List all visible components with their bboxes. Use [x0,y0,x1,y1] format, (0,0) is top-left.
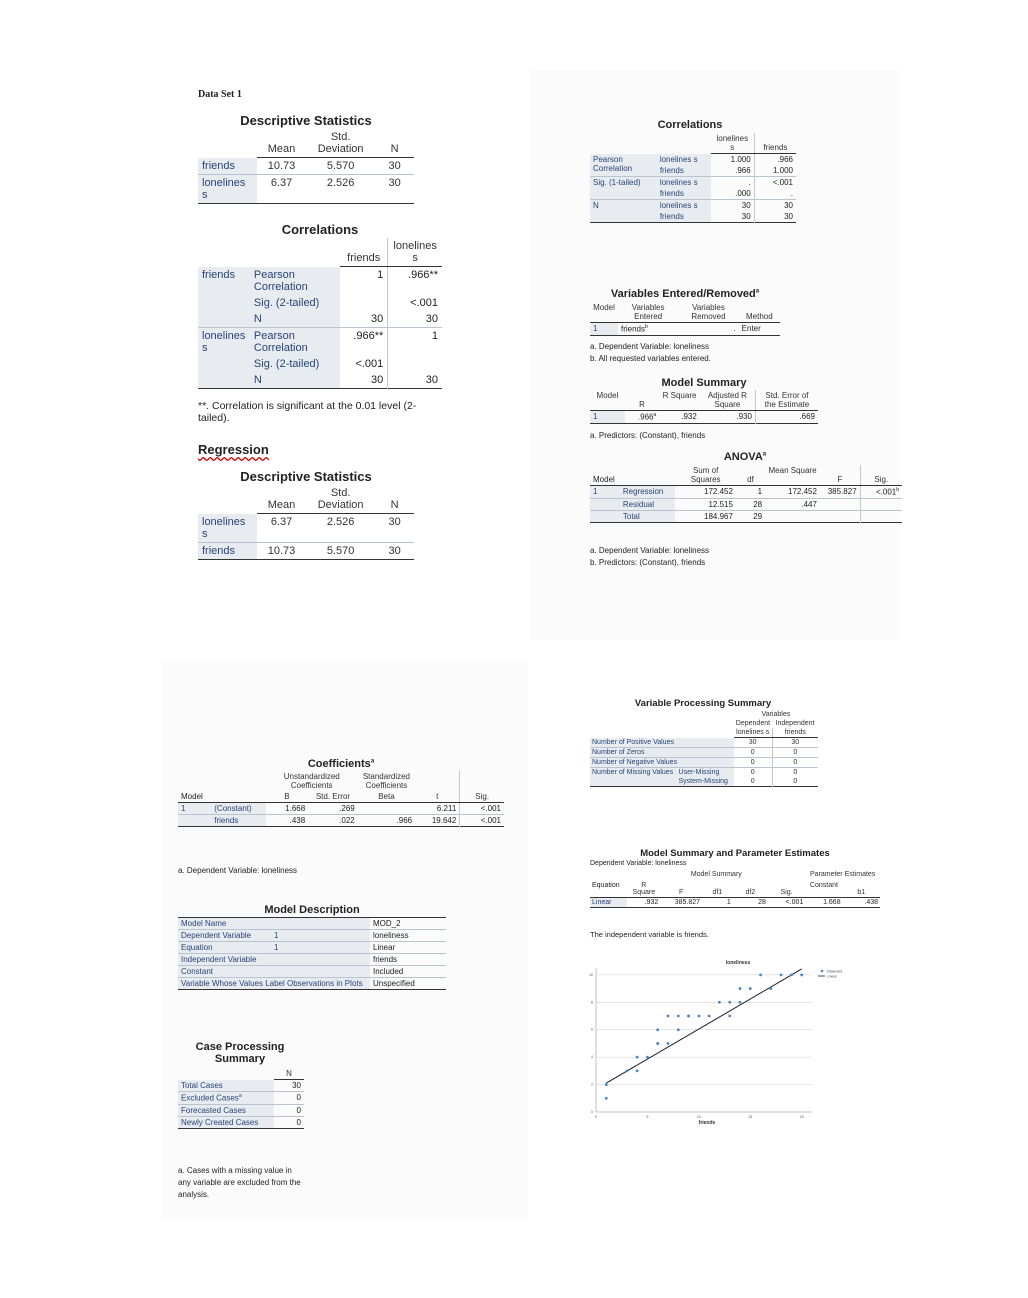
row-model: 1 [590,411,625,424]
cell: 184.967 [704,511,733,521]
col-friends: friends [772,728,818,738]
cell: .932 [644,899,659,906]
row-sub: System-Missing [677,777,734,787]
col-model: Model [590,302,618,323]
row-label: Constant [178,966,274,978]
col-model-summary: Model Summary [690,871,742,878]
cell: 30 [388,160,401,172]
col-parameter-estimates: Parameter Estimates [809,871,876,878]
row-label: Number of Positive Values [590,738,734,748]
desc1-title: Descriptive Statistics [240,113,372,128]
chart-title: loneliness [725,960,751,966]
chart-x-label: friends [698,1120,716,1126]
cell: <.001 [460,803,504,815]
y-tick-label: 2 [591,1082,593,1087]
cell: 30 [748,739,757,746]
sig-value: <.001 [875,487,897,497]
anova-title [590,451,900,463]
row-linear: Linear [590,898,627,908]
data-point [739,1001,742,1004]
data-point [605,1083,608,1086]
cell: .932 [681,412,697,421]
col-model: Model [590,465,620,486]
row-label: Model Name [178,918,274,930]
data-point [625,1069,628,1072]
row-sig: Sig. (1-tailed) [590,177,657,200]
cell: .966 [735,166,751,175]
cell [765,510,820,522]
data-point [739,987,742,990]
cell: 2.526 [326,516,355,528]
cell: 0 [772,768,818,778]
cell: . [754,188,796,200]
col-adjusted: Adjusted R Square [700,390,756,411]
col-r-square: R Square [627,881,660,898]
col-t: t [415,791,460,803]
cell: Included [373,967,404,976]
cell: 30 [754,200,796,212]
col-n: N [375,129,414,158]
data-point [718,1001,721,1004]
cell: .966 [754,154,796,166]
col-beta: Beta [358,791,415,803]
data-point [677,1028,680,1031]
row-sub: 1 [274,930,370,942]
row-model: 1 [178,803,211,815]
cell: 0 [296,1105,301,1115]
row-loneliness: lonelines s [657,200,711,212]
cell: 0 [750,769,755,776]
cell: 1 [388,327,442,356]
cell: 30 [388,516,401,528]
chart-points [605,973,803,1099]
data-point [759,973,762,976]
corr2-title: Correlations [657,119,723,131]
cell: <.001 [355,357,384,370]
ver-title [590,288,780,300]
x-tick-label: 5 [646,1115,649,1119]
ver-note-a: a. Dependent Variable: loneliness [590,342,710,351]
cell: 30 [741,212,751,221]
cell: .447 [801,499,817,509]
data-point [636,1069,639,1072]
row-sub: 1 [274,942,370,954]
cell: .966** [388,267,442,295]
cell: 0 [772,758,818,768]
cell: 385.827 [827,487,857,496]
cell: .438 [289,816,306,825]
col-r: R [625,390,659,411]
cell [860,498,902,510]
desc2-title: Descriptive Statistics [240,469,372,484]
cell: 30 [371,312,384,325]
cell: 0 [750,759,755,766]
row-label: Variable Whose Values Label Observations in Plots [178,978,370,990]
col-std-deviation: Std. Deviation [306,129,375,158]
data-point [769,987,772,990]
row-residual: Residual [620,498,675,510]
coef-title-sup: a [370,758,375,765]
row-sig: Sig. (2-tailed) [250,295,340,311]
mdesc-table [178,917,446,990]
anova-note-a: a. Dependent Variable: loneliness [590,546,710,555]
cell: 1 [377,269,384,281]
cell: Enter [741,324,761,333]
cell-entered [618,323,678,336]
col-removed: Variables Removed [678,302,738,323]
scatter-chart [588,952,888,1132]
row-label: Number of Negative Values [590,758,734,768]
col-b: B [266,791,308,803]
data-point [780,973,783,976]
row-friends: friends [657,165,711,177]
row-label: Independent Variable [178,954,274,966]
coef-table [178,771,504,827]
cell: .669 [755,411,818,424]
row-total: Total [620,510,675,522]
excluded-text: Excluded Cases [181,1093,239,1103]
cell: 1 [726,899,731,906]
data-point [667,1042,670,1045]
col-n: N [274,1068,304,1080]
cell: <.001 [785,899,804,906]
data-point [636,1056,639,1059]
row-n: N [590,200,657,223]
row-sub [274,954,370,966]
chart-axes [596,968,812,1112]
col-independent: Independent [775,720,815,727]
data-point [749,987,752,990]
row-pearson: Pearson Correlation [250,327,340,356]
cell: 0 [750,749,755,756]
row-label-excluded [178,1092,274,1105]
cell: 0 [750,778,755,785]
row-model: 1 [590,486,620,499]
anova-note-b: b. Predictors: (Constant), friends [590,558,706,567]
col-method: Method [739,302,780,323]
cell: . [748,178,751,187]
cell: 30 [371,373,384,386]
chart-grid [596,975,812,1112]
col-df: df [736,465,765,486]
col-loneliness: lonelines s [711,133,754,154]
col-mean-square: Mean Square [765,465,820,486]
col-constant: Constant [805,881,842,898]
col-std-deviation: Std. Deviation [306,485,375,514]
cell: 1.000 [730,155,751,164]
row-label: Total Cases [178,1080,274,1092]
row-n: N [250,372,340,389]
col-mean: Mean [257,129,306,158]
row-n: N [250,311,340,328]
col-model: Model [178,791,211,803]
cell: 30 [754,211,796,223]
data-point [605,1097,608,1100]
cell: .966 [396,816,413,825]
row-label: lonelines s [198,175,257,204]
row-label: lonelines s [198,514,257,543]
chart-fit-line [606,969,801,1083]
col-standardized: Standardized Coefficients [362,772,410,790]
cell [358,803,415,815]
col-dependent: Dependent [735,720,771,727]
col-df1: df1 [702,881,733,898]
row-sub: User-Missing [677,768,734,778]
vps-table [590,710,818,787]
x-tick-label: 10 [696,1115,701,1119]
cell: 19.642 [431,816,457,825]
ver-note-b: b. All requested variables entered. [590,354,711,363]
col-equation: Equation [590,881,627,898]
row-friends: friends [657,188,711,200]
cell: .966** [353,329,384,342]
row-label: friends [198,542,257,559]
cell: friends [373,955,398,964]
row-label: Equation [178,942,274,954]
col-sig: Sig. [768,881,805,898]
col-friends: friends [754,133,796,154]
dataset-title: Data Set 1 [198,89,242,100]
row-loneliness: lonelines s [657,177,711,189]
row-label: Forecasted Cases [178,1104,274,1116]
legend-observed-label: Observed [827,969,843,974]
row-label: Dependent Variable [178,930,274,942]
col-n: N [375,485,414,514]
cell: . [733,324,736,333]
cell: .930 [736,412,752,421]
col-r-square: R Square [659,390,700,411]
row-friends: friends [657,211,711,223]
cell: 1.668 [823,899,841,906]
cell: MOD_2 [373,919,401,928]
corr2-table [590,133,796,223]
row-loneliness: lonelines s [657,154,711,166]
vps-title: Variable Processing Summary [634,698,772,709]
anova-title-sup: a [762,451,767,458]
data-point [687,1015,690,1018]
cell: 0 [296,1117,301,1127]
msum-title: Model Summary [661,377,747,389]
cell: 12.515 [708,499,733,509]
mspe-table [590,870,880,908]
col-std-error: Std. Error of the Estimate [755,390,818,411]
desc1-table [198,129,414,204]
cell: .269 [339,804,355,813]
cps-note: a. Cases with a missing value in any variable are excluded from the analysis. [178,1166,301,1199]
data-point [728,1015,731,1018]
col-unstandardized: Unstandardized Coefficients [283,772,340,790]
cell: .000 [735,189,751,198]
row-constant: (Constant) [211,803,266,815]
y-tick-label: 8 [591,1000,593,1005]
cell: 5.570 [326,160,355,172]
col-mean: Mean [257,485,306,514]
msum-note: a. Predictors: (Constant), friends [590,431,706,440]
ver-title-text: Variables Entered/Removed [610,288,756,300]
excluded-sup: a [238,1093,242,1099]
cell [860,510,902,522]
mspe-note: The independent variable is friends. [590,930,709,939]
y-tick-label: 0 [591,1110,593,1114]
data-point [800,973,803,976]
anova-table [590,465,902,523]
desc2-table [198,485,414,560]
cell: 30 [388,372,442,389]
cell: 30 [388,544,401,557]
y-tick-label: 4 [591,1055,593,1060]
cell: 0 [772,748,818,758]
y-tick-label: 10 [589,972,593,977]
cell: loneliness [373,931,409,940]
data-point [646,1056,649,1059]
cell [820,510,860,522]
corr1-table [198,238,442,389]
cell: 0 [772,777,818,787]
data-point [667,1015,670,1018]
ver-table [590,302,780,336]
cell: 28 [758,899,766,906]
cell: 0 [296,1093,301,1102]
cell: Linear [373,943,396,952]
data-point [708,1015,711,1018]
row-label: Newly Created Cases [178,1116,274,1128]
coef-title [178,758,504,770]
coef-note: a. Dependent Variable: loneliness [178,866,298,875]
cell: .022 [339,816,355,825]
x-tick-label: 15 [748,1115,753,1119]
cell-r [625,411,659,424]
cell [820,498,860,510]
cell: 29 [753,511,763,521]
col-sig: Sig. [860,465,902,486]
corr1-note: **. Correlation is significant at the 0.01 level (2-tailed). [198,400,417,424]
data-point [697,1015,700,1018]
r-value: .966 [637,412,654,422]
cell: 172.452 [704,487,733,496]
row-label: Number of Missing Values [590,768,677,787]
x-tick-label: 0 [595,1115,597,1119]
cell: 1.000 [754,165,796,177]
cell: 5.570 [326,544,355,557]
cell: .438 [864,899,878,906]
cell: Unspecified [373,979,415,988]
cell: 1.668 [285,804,306,813]
row-sub [274,966,370,978]
cell: 6.37 [270,516,293,528]
data-point [728,1001,731,1004]
cell: 30 [388,177,401,189]
data-point [677,1015,680,1018]
col-std-error: Std. Error [308,791,358,803]
cps-title: Case Processing Summary [195,1041,285,1065]
cell: 30 [772,738,818,748]
col-entered: Variables Entered [618,302,678,323]
sig-sup: b [896,487,899,493]
x-tick-label: 20 [799,1115,804,1119]
mspe-title: Model Summary and Parameter Estimates [640,848,830,859]
cell: 6.211 [436,804,457,813]
cell: <.001 [388,295,442,311]
cell: 172.452 [788,487,817,496]
regression-heading: Regression [198,442,269,457]
r-sup: a [653,412,657,418]
ver-title-sup: a [755,288,760,295]
legend-observed-marker [821,970,824,973]
col-df2: df2 [733,881,768,898]
coef-title-text: Coefficients [307,758,371,770]
cell: 6.37 [270,177,293,189]
col-model: Model [590,390,625,411]
cell: 2.526 [326,177,355,189]
row-pearson: Pearson Correlation [250,267,340,295]
fit-line [606,969,801,1083]
chart-ticks [589,973,804,1119]
col-f: F [820,465,860,486]
col-b1: b1 [843,881,880,898]
anova-title-text: ANOVA [723,451,763,463]
data-point [790,973,793,976]
cell: 1 [757,487,763,496]
col-friends: friends [340,238,388,267]
row-label: Number of Zeros [590,748,734,758]
row-friends: friends [211,815,266,827]
row-pearson: Pearson Correlation [590,154,657,177]
cell: 385.827 [674,899,701,906]
col-loneliness: lonelines s [388,238,442,267]
data-point [656,1028,659,1031]
mdesc-title: Model Description [264,904,360,916]
cell: 30 [388,311,442,328]
cell: 30 [292,1081,301,1090]
cell: 10.73 [267,160,296,172]
row-label: friends [198,158,257,175]
cell: 30 [741,201,751,210]
row-friends: friends [198,267,250,295]
cell: <.001 [460,815,504,827]
mspe-subtitle: Dependent Variable: loneliness [590,860,687,867]
y-tick-label: 6 [591,1027,593,1032]
cps-table [178,1068,304,1129]
cell-sig [860,486,902,499]
col-sig: Sig. [460,791,504,803]
row-sig: Sig. (2-tailed) [250,356,340,372]
row-regression: Regression [620,486,675,499]
row-sub [274,918,370,930]
col-sum-of-squares: Sum of Squares [675,465,736,486]
row-loneliness: lonelines s [198,327,250,356]
entered-text: friends [620,324,645,334]
legend-linear-label: Linear [827,974,837,979]
data-point [656,1042,659,1045]
cell: 10.73 [267,544,296,557]
col-loneliness: lonelines s [734,728,772,738]
entered-sup: b [645,324,648,330]
msum-table [590,390,818,424]
cell: 28 [753,499,763,509]
chart-legend [818,970,842,979]
col-f: F [660,881,702,898]
corr1-title: Correlations [281,222,359,237]
col-variables: Variables [761,711,791,718]
row-model: 1 [590,323,618,336]
cell: <.001 [754,177,796,189]
